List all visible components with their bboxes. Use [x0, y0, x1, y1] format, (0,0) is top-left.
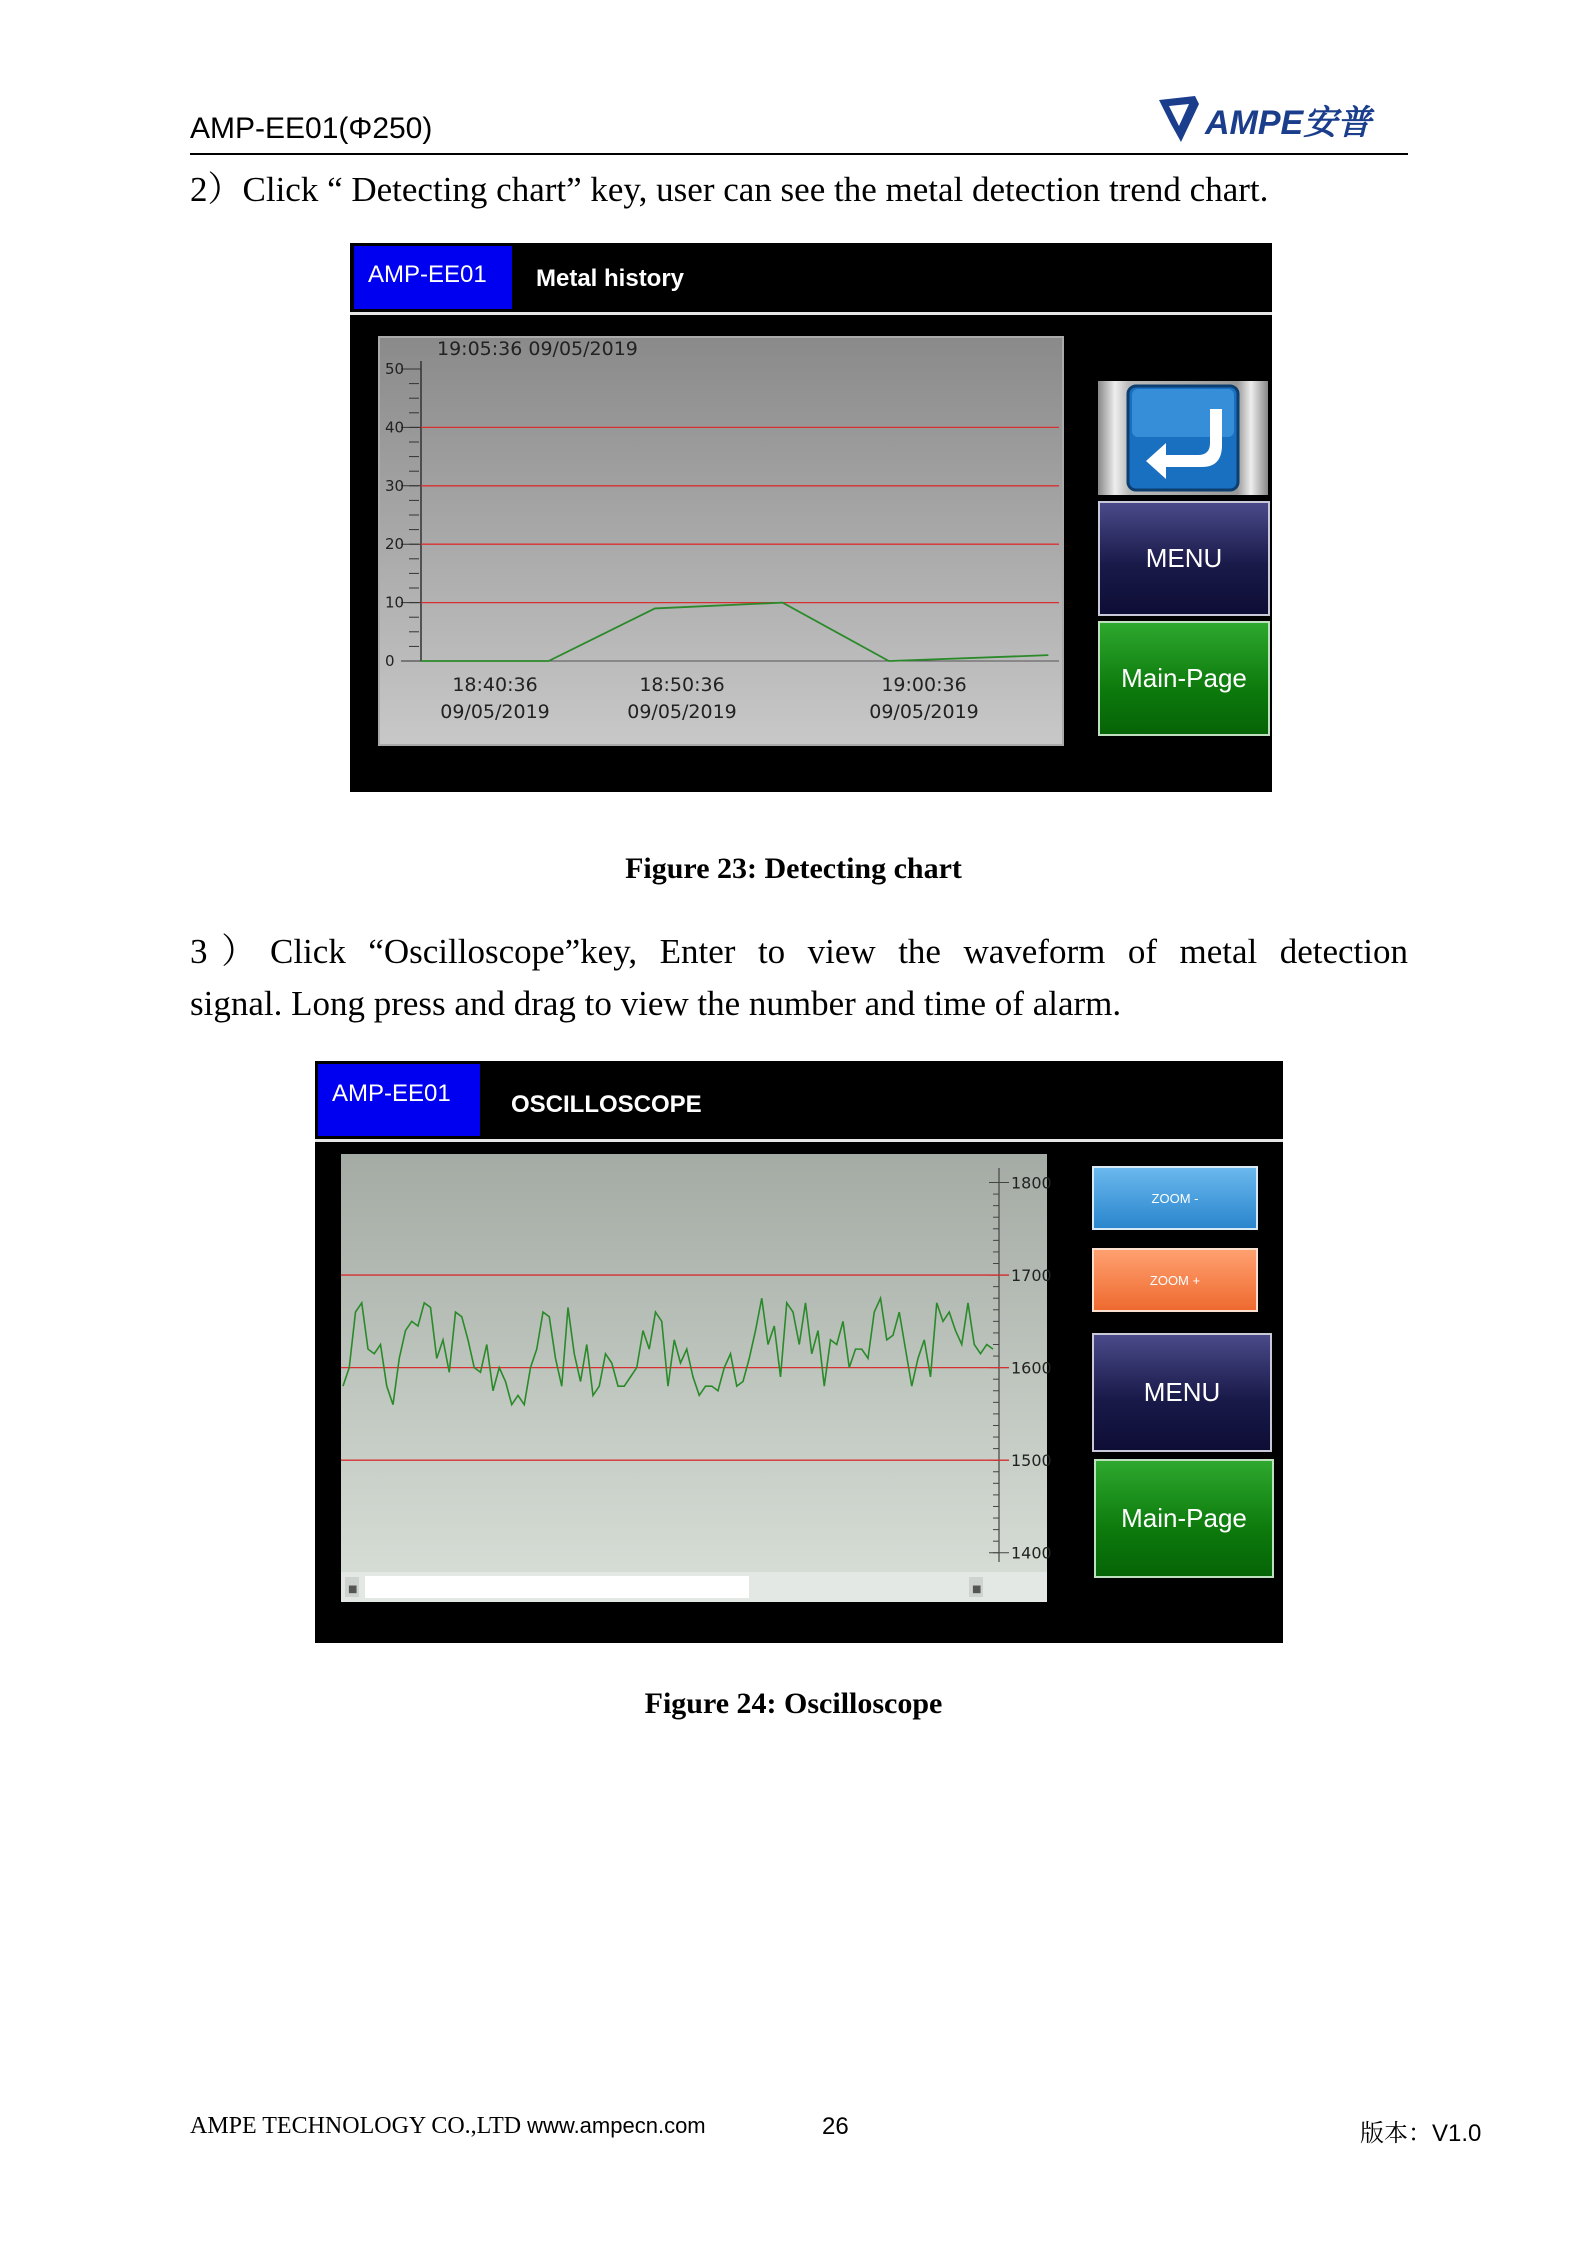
figure-24-caption: Figure 24: Oscilloscope: [644, 1687, 943, 1720]
x-tick-time: 19:00:36: [881, 674, 967, 696]
ampe-logo: [1155, 94, 1385, 146]
title-divider: [350, 312, 1272, 315]
zoom-out-button[interactable]: ZOOM -: [1092, 1166, 1258, 1230]
logo-text: AMPE安普: [1205, 104, 1372, 142]
x-tick-date: 09/05/2019: [627, 701, 737, 723]
y-tick-label: 1500: [1011, 1451, 1052, 1471]
page-number: 26: [822, 2113, 849, 2140]
x-tick-date: 09/05/2019: [440, 701, 550, 723]
company-name: AMPE TECHNOLOGY CO.,LTD: [190, 2113, 522, 2139]
document-title: AMP-EE01(Φ250): [190, 112, 433, 145]
section-3-line-1: 3）Click “Oscilloscope”key, Enter to view the waveform of metal detection: [190, 932, 1408, 971]
y-tick-label: 40: [385, 418, 405, 437]
y-tick-label: 1600: [1011, 1358, 1052, 1378]
brand-label: AMP-EE01: [318, 1064, 480, 1136]
zoom-in-button[interactable]: ZOOM +: [1092, 1248, 1258, 1312]
x-tick-date: 09/05/2019: [869, 701, 979, 723]
screen-title: Metal history: [536, 265, 685, 292]
section-2-text: 2）Click “ Detecting chart” key, user can see the metal detection trend chart.: [190, 170, 1269, 209]
y-tick-label: 1400: [1011, 1543, 1052, 1563]
y-tick-label: 20: [385, 535, 405, 554]
svg-text:■: ■: [348, 1584, 358, 1595]
y-tick-label: 30: [385, 476, 405, 495]
company-website[interactable]: www.ampecn.com: [527, 2113, 706, 2138]
brand-label: AMP-EE01: [354, 246, 512, 309]
y-tick-label: 0: [385, 652, 395, 670]
document-version: 版本：V1.0: [1360, 2120, 1482, 2147]
x-tick-time: 18:40:36: [452, 674, 538, 696]
menu-button[interactable]: MENU: [1098, 501, 1270, 616]
y-tick-label: 1700: [1011, 1266, 1052, 1286]
y-tick-label: 1800: [1011, 1173, 1052, 1193]
title-divider: [315, 1139, 1283, 1142]
metal-history-chart[interactable]: [379, 337, 1063, 745]
section-3-line-2: signal. Long press and drag to view the number and time of alarm.: [190, 984, 1122, 1023]
back-button[interactable]: [1098, 381, 1268, 495]
header-divider: [190, 153, 1408, 155]
svg-text:■: ■: [972, 1584, 982, 1595]
scrollbar-thumb[interactable]: [365, 1576, 749, 1598]
main-page-button[interactable]: Main-Page: [1098, 621, 1270, 736]
oscilloscope-screen: [315, 1061, 1283, 1643]
menu-button[interactable]: MENU: [1092, 1333, 1272, 1452]
y-tick-label: 50: [385, 360, 405, 378]
main-page-button[interactable]: Main-Page: [1094, 1459, 1274, 1578]
footer-company: [190, 2113, 706, 2140]
chart-timestamp: 19:05:36 09/05/2019: [437, 338, 638, 360]
figure-23-caption: Figure 23: Detecting chart: [625, 852, 962, 885]
screen-title: OSCILLOSCOPE: [511, 1091, 702, 1118]
return-arrow-icon: [1098, 381, 1268, 495]
y-tick-label: 10: [385, 593, 405, 612]
oscilloscope-chart[interactable]: [341, 1154, 1052, 1602]
x-tick-time: 18:50:36: [639, 674, 725, 696]
detecting-chart-screen: [350, 243, 1272, 792]
